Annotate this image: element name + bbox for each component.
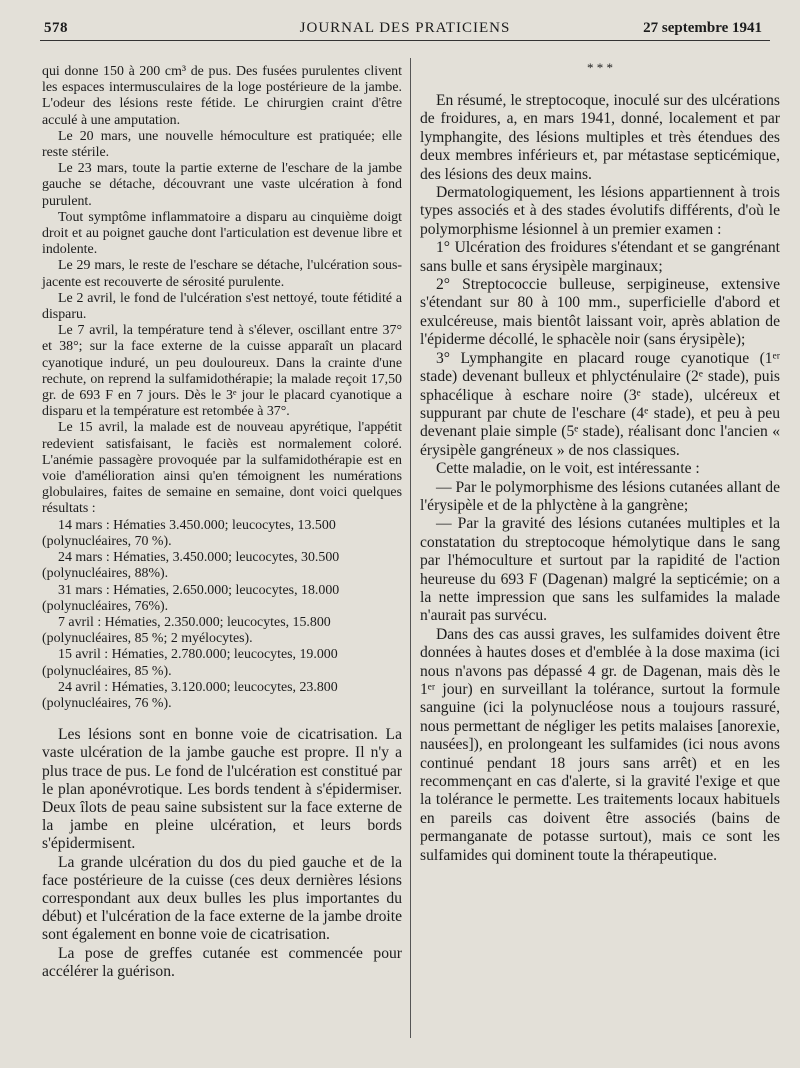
page-header (40, 14, 770, 41)
paragraph: Le 7 avril, la température tend à s'élever, oscillant entre 37° et 38°; sur la face externe de la cuisse apparaît un placard cyanotique induré, un peu douloureux. Dans la crainte d'une rechute, on reprend la sulfamidothérapie; la malade reçoit 17,50 gr. de 693 F en 7 jours. Dès le 3ᵉ jour le placard cyanotique a disparu et la température est retombée à 37°. (42, 323, 402, 420)
result-line: 24 mars : Hématies, 3.450.000; leucocytes, 30.500 (58, 550, 340, 566)
paragraph: Le 29 mars, le reste de l'eschare se détache, l'ulcération sous-jacente est recouverte de sérosité purulente. (42, 258, 402, 290)
result-line: 7 avril : Hématies, 2.350.000; leucocytes, 15.800 (58, 614, 331, 630)
paragraph: — Par le polymorphisme des lésions cutanées allant de l'érysipèle et de la phlyctène à la gangrène; (420, 478, 780, 514)
result-line: (polynucléaires, 88%). (42, 566, 169, 582)
right-column (420, 60, 780, 865)
result-line: 31 mars : Hématies, 2.650.000; leucocytes, 18.000 (58, 582, 340, 598)
paragraph: Le 15 avril, la malade est de nouveau apyrétique, l'appétit redevient satisfaisant, le faciès est normalement coloré. L'anémie passagère provoquée par la sulfamidothérapie est en voie d'amélioration ainsi qu'en témoignent les numérations globulaires, faites de semaine en semaine, dont voici quelques résultats : (42, 420, 402, 517)
result-line: (polynucléaires, 76 %). (42, 695, 172, 711)
paragraph: Les lésions sont en bonne voie de cicatrisation. La vaste ulcération de la jambe gauche est propre. Il n'y a plus trace de pus. Le fond de l'ulcération est constitué par le plan aponévrotique. Les bords tendent à s'épidermiser. Deux îlots de peau saine subsistent sur la face externe de la jambe en pleine ulcération, et leurs bords s'épidermisent. (42, 726, 402, 853)
paragraph: 3° Lymphangite en placard rouge cyanotique (1ᵉʳ stade) devenant bulleux et phlycténulaire (2ᵉ stade), puis sphacélique à eschare noire (3ᵉ stade), ulcéreux et suppurant par chute de l'eschare (4ᵉ stade), et peu à peu devenant plaie simple (5ᵉ stade), réalisant donc l'ancien « érysipèle gangréneux » de nos classiques. (420, 349, 780, 459)
result-line: 14 mars : Hématies 3.450.000; leucocytes, 13.500 (58, 517, 336, 533)
result-line: (polynucléaires, 70 %). (42, 533, 172, 549)
paragraph: Tout symptôme inflammatoire a disparu au cinquième doigt droit et au poignet gauche dont l'articulation est devenue libre et indolente. (42, 209, 402, 258)
paragraph: Dans des cas aussi graves, les sulfamides doivent être données à hautes doses et d'emblée à la dose maxima (ici nous n'avons pas dépassé 4 gr. de Dagenan, mais dès le 1ᵉʳ jour) en surveillant la tolérance, surtout la formule sanguine (ici la polynucléose nous a toujours rassuré, nous permettant de négliger les petits malaises [anorexie, nausées]), en prolongeant les sulfamides (ici nous avons continué pendant 18 jours sans arrêt) et en les recommençant en cas d'alerte, si la gravité l'exige et que la tolérance le permette. Les traitements locaux habituels en pareils cas doivent être associés (bains de permanganate de potasse surtout), mais ce sont les sulfamides qui dominent toute la thérapeutique. (420, 625, 780, 864)
paragraph: Dermatologiquement, les lésions appartiennent à trois types associés et à des stades évolutifs différents, d'où le polymorphisme lésionnel à un premier examen : (420, 184, 780, 238)
paragraph: En résumé, le streptocoque, inoculé sur des ulcérations de froidures, a, en mars 1941, donné, localement et par lymphangite, des lésions multiples et très étendues des deux membres inférieurs et, par métastase septicémique, des lésions des deux mains. (420, 92, 780, 183)
column-divider (410, 58, 411, 1038)
page-number: 578 (44, 20, 68, 36)
left-column (42, 64, 402, 981)
paragraph: Cette maladie, on le voit, est intéressante : (436, 460, 700, 478)
result-line: (polynucléaires, 85 %; 2 myélocytes). (42, 631, 253, 647)
result-line: (polynucléaires, 85 %). (42, 663, 172, 679)
summary-text (420, 92, 780, 865)
paragraph: Le 2 avril, le fond de l'ulcération s'est nettoyé, toute fétidité a disparu. (42, 290, 402, 323)
paragraph: Le 20 mars, une nouvelle hémoculture est pratiquée; elle reste stérile. (42, 128, 402, 161)
issue-date: 27 septembre 1941 (643, 20, 762, 36)
case-report-text (42, 64, 402, 712)
journal-title: JOURNAL DES PRATICIENS (299, 20, 511, 36)
result-line: 15 avril : Hématies, 2.780.000; leucocytes, 19.000 (58, 647, 338, 663)
paragraph: qui donne 150 à 200 cm³ de pus. Des fusées purulentes clivent les espaces intermusculaires de la loge postérieure de la jambe. L'odeur des lésions reste fétide. Le chirurgien craint d'être acculé à une amputation. (42, 64, 402, 128)
result-line: (polynucléaires, 76%). (42, 598, 169, 614)
paragraph: Le 23 mars, toute la partie externe de l'eschare de la jambe gauche se détache, découvrant une vaste ulcération à fond purulent. (42, 161, 402, 209)
paragraph: La grande ulcération du dos du pied gauche et de la face postérieure de la cuisse (ces deux dernières lésions correspondant aux deux bulles les plus importantes du début) et l'ulcération de la face externe de la jambe droite sont également en bonne voie de cicatrisation. (42, 853, 402, 944)
result-line: 24 avril : Hématies, 3.120.000; leucocytes, 23.800 (58, 679, 338, 695)
paragraph: — Par la gravité des lésions cutanées multiples et la constatation du streptocoque hémolytique dans le sang par l'hémoculture et surtout par la rapidité de l'action heureuse du 693 F (Dagenan) malgré la septicémie; on a la nette impression que sans les sulfamides la malade n'aurait pas survécu. (420, 515, 780, 625)
paragraph: 1° Ulcération des froidures s'étendant et se gangrénant sans bulle et sans érysipèle marginaux; (420, 239, 780, 275)
section-separator: * * * (587, 60, 613, 75)
blood-count-results (42, 518, 402, 712)
paragraph: La pose de greffes cutanée est commencée pour accélérer la guérison. (42, 944, 402, 980)
paragraph: 2° Streptococcie bulleuse, serpigineuse, extensive s'étendant sur 80 à 100 mm., superficielle d'abord et exulcéreuse, mais bientôt laissant voir, après ablation de l'épiderme décollé, le sphacèle noir (sans érysipèle); (420, 276, 780, 349)
evolution-text (42, 726, 402, 981)
